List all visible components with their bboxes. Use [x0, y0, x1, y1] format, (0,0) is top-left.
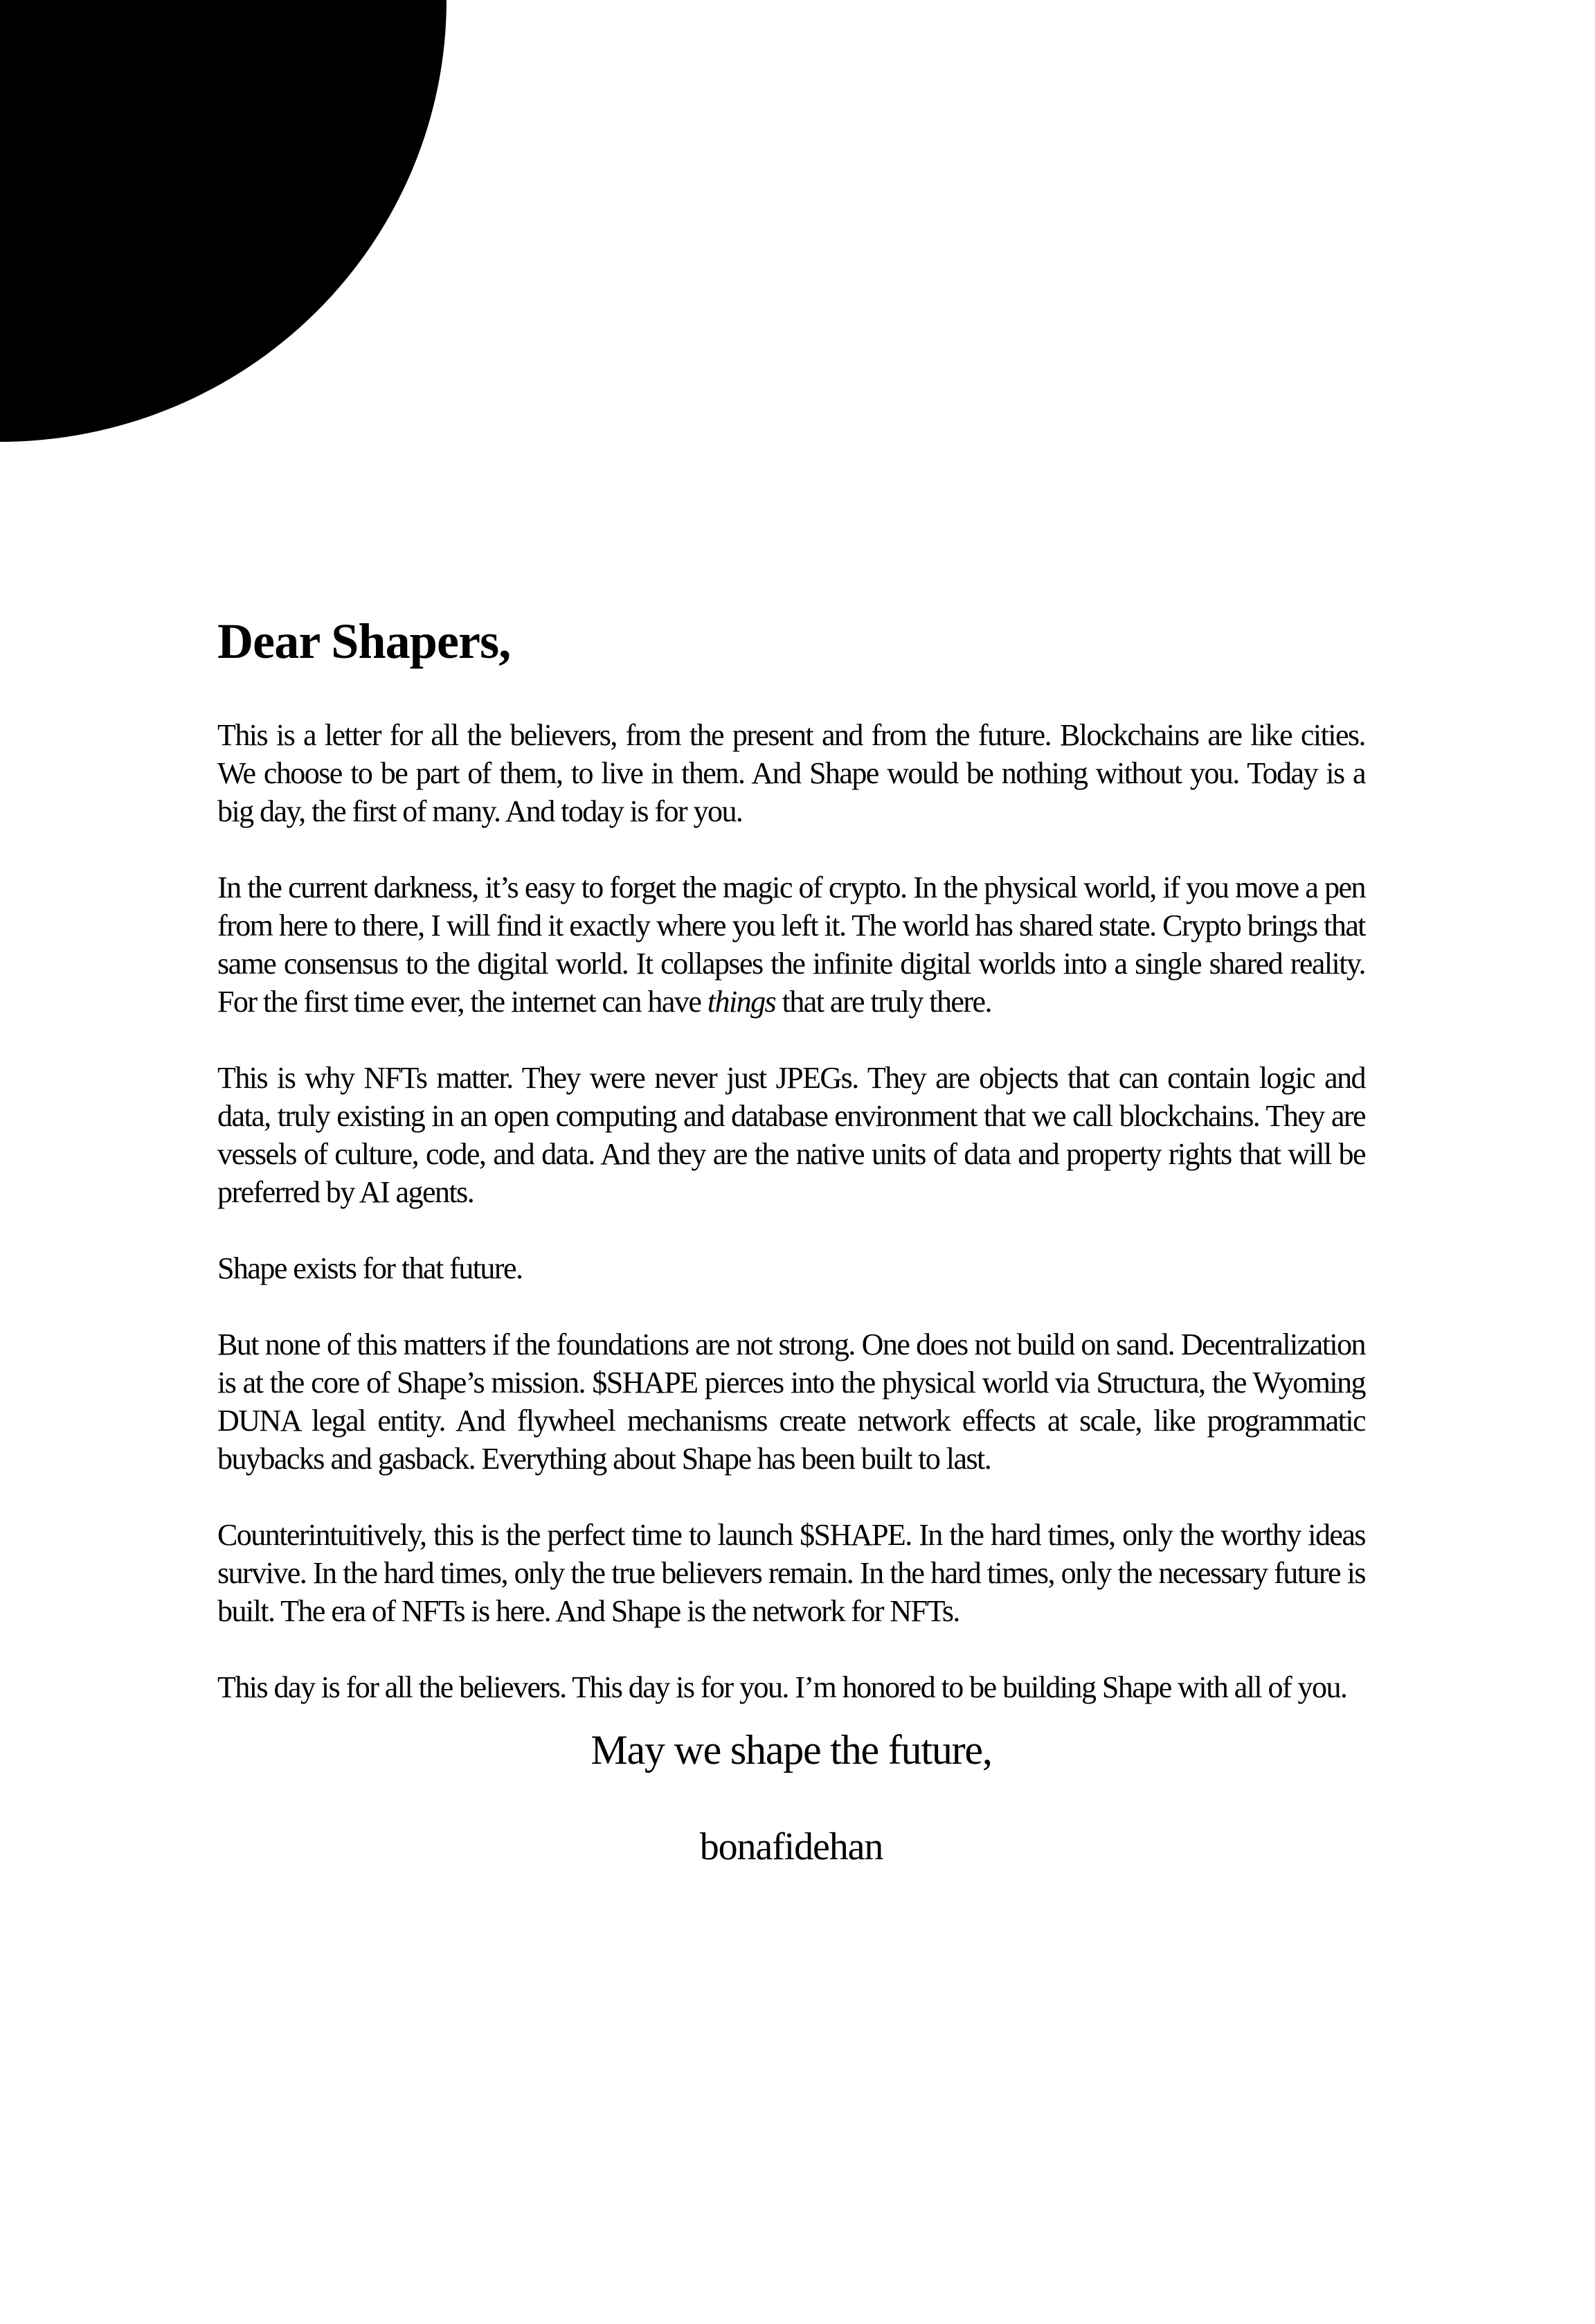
paragraph-text: Counterintuitively, this is the perfect time to launch $SHAPE. In the hard times, only the worthy ideas survive. In the hard times, only the true believers remain. In the hard times, only the necessary future is built. The era of NFTs is here. And Shape is the network for NFTs. — [217, 1518, 1365, 1628]
closing-line: May we shape the future, — [591, 1727, 992, 1773]
signature: bonafidehan — [699, 1825, 883, 1868]
paragraph-text: This is why NFTs matter. They were never just JPEGs. They are objects that can contain logic and data, truly existing in an open computing and database environment that we call blockchains. They are vessels of culture, code, and data. And they are the native units of data and property rights that will be preferred by AI agents. — [217, 1061, 1365, 1209]
letter-paragraph — [217, 1249, 1365, 1287]
letter-paragraph — [217, 1325, 1365, 1478]
letter-paragraph — [217, 868, 1365, 1021]
salutation: Dear Shapers, — [217, 614, 511, 669]
black-quarter-circle-shape — [0, 0, 447, 442]
paragraph-text: This is a letter for all the believers, from the present and from the future. Blockchains are like cities. We choose to be part of them, to live in them. And Shape would be nothing without you. Today is a big day, the first of many. And today is for you. — [217, 718, 1365, 828]
italic-text: things — [707, 985, 776, 1019]
paragraph-text: This day is for all the believers. This day is for you. I’m honored to be building Shape with all of you. — [217, 1670, 1347, 1704]
letter-paragraph — [217, 1668, 1365, 1706]
paragraph-text: In the current darkness, it’s easy to forget the magic of crypto. In the physical world, if you move a pen from here to there, I will find it exactly where you left it. The world has shared state. Crypto brings that same consensus to the digital world. It collapses the infinite digital worlds into a single shared reality. For the first time ever, the internet can have — [217, 870, 1365, 1019]
letter-paragraph — [217, 1516, 1365, 1630]
letter-body — [217, 616, 1365, 1870]
paragraph-text: Shape exists for that future. — [217, 1251, 523, 1285]
paragraph-text: that are truly there. — [775, 985, 991, 1019]
paragraph-text: But none of this matters if the foundations are not strong. One does not build on sand. Decentralization is at the core of Shape’s mission. $SHAPE pierces into the physical world via Structura, the Wyoming DUNA legal entity. And flywheel mechanisms create network effects at scale, like programmatic buybacks and gasback. Everything about Shape has been built to last. — [217, 1328, 1365, 1476]
letter-paragraph — [217, 716, 1365, 830]
letter-paragraph — [217, 1059, 1365, 1211]
